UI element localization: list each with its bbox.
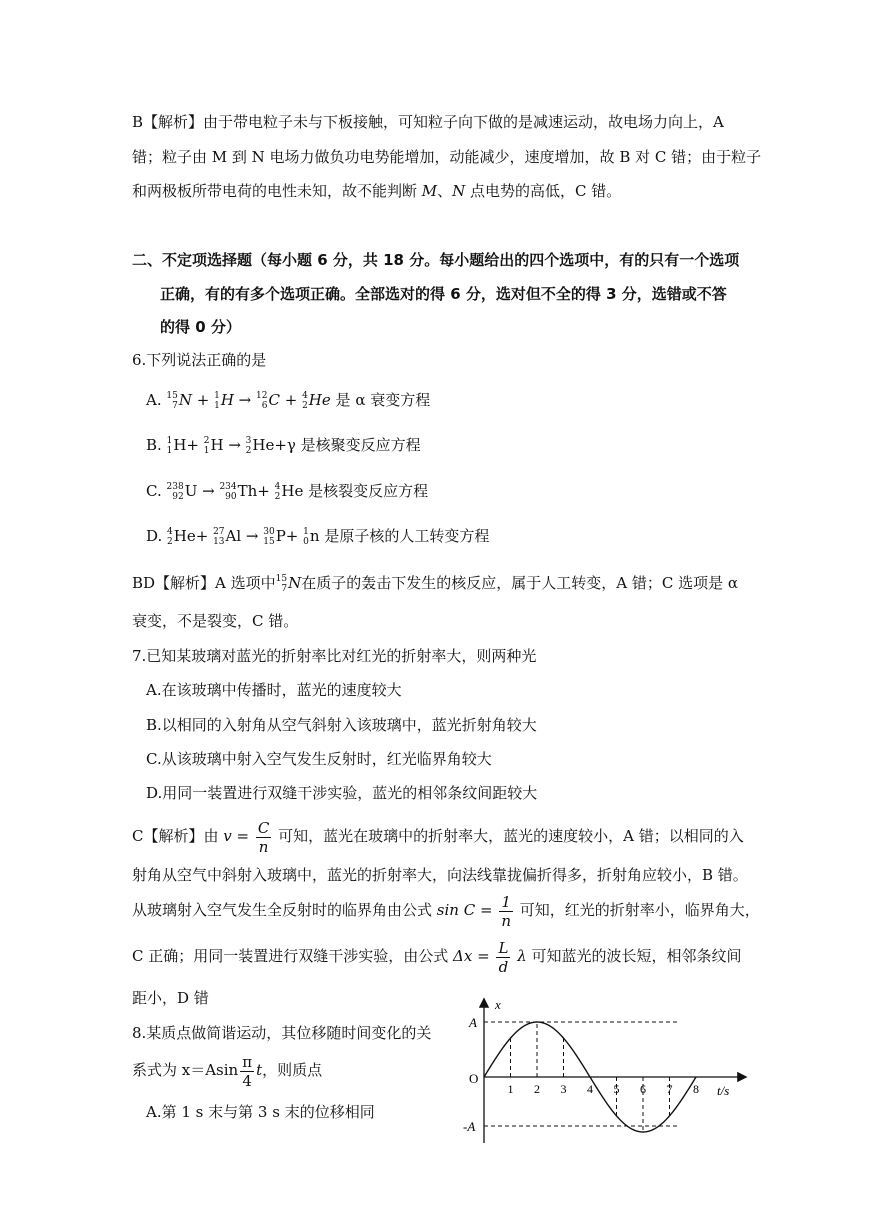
q7-analysis-line-4: C 正确；用同一装置进行双缝干涉实验，由公式 Δx = $\frac{L}{d}$ λ 可知蓝光的波长短，相邻条纹间 <box>132 938 742 976</box>
q8-stem-line-2: 系式为 x＝Asin $\frac{\pi}{4}$ t，则质点 <box>132 1052 323 1090</box>
tick-label-4: 4 <box>587 1082 593 1096</box>
section-2-heading-line-1: 二、不定项选择题（每小题 6 分，共 18 分。每小题给出的四个选项中，有的只有一个选项 <box>132 251 740 269</box>
q8-option-a: A.第 1 s 末与第 3 s 末的位移相同 <box>146 1103 375 1121</box>
q7-stem: 7.已知某玻璃对蓝光的折射率比对红光的折射率大，则两种光 <box>132 647 537 665</box>
amplitude-positive-label: A <box>469 1015 477 1030</box>
q7-analysis-line-2: 射角从空气中斜射入玻璃中，蓝光的折射率大，向法线靠拢偏折得多，折射角应较小，B 错。 <box>132 866 748 884</box>
tick-label-8: 8 <box>693 1082 699 1096</box>
section-2-heading-line-2: 正确，有的有多个选项正确。全部选对的得 6 分，选对但不全的得 3 分，选错或不答 <box>160 285 727 303</box>
fraction-c-over-n: $\frac{C}{n}$ <box>257 818 270 856</box>
q6-option-b: B. 1 1 H+ 2 1 H → 3 2 He+γ 是核聚变反应方程 <box>146 436 421 456</box>
q6-option-d: D. 4 2 He+ 27 13 Al → 30 15 P+ 1 0 n 是原子核的人工转变方程 <box>146 527 490 547</box>
q5-analysis-line-1: B【解析】由于带电粒子未与下板接触，可知粒子向下做的是减速运动，故电场力向上，A <box>132 113 724 131</box>
tick-label-5: 5 <box>613 1082 620 1096</box>
fraction-pi-over-4: $\frac{\pi}{4}$ <box>242 1052 253 1090</box>
q5-analysis-line-2: 错；粒子由 M 到 N 电场力做负功电势能增加，动能减少，速度增加，故 B 对 C 错；由于粒子 <box>132 148 762 166</box>
tick-label-6: 6 <box>640 1082 646 1096</box>
fraction-l-over-d: $\frac{L}{d}$ <box>498 938 509 976</box>
q6-stem: 6.下列说法正确的是 <box>132 351 267 369</box>
q6-option-a: A. 15 7 N + 1 1 H → 12 6 C + 4 2 He 是 α 衰变方程 <box>146 391 431 411</box>
q7-option-b: B.以相同的入射角从空气斜射入该玻璃中，蓝光折射角较大 <box>146 716 537 734</box>
section-2-heading-line-3: 的得 0 分） <box>160 318 241 336</box>
q7-analysis-line-1: C【解析】由 v = $\frac{C}{n}$ 可知，蓝光在玻璃中的折射率大，蓝光的速度较小，A 错；以相同的入 <box>132 818 744 856</box>
q7-analysis-line-5: 距小，D 错 <box>132 989 209 1007</box>
sine-displacement-graph <box>455 995 755 1150</box>
q5-analysis-line-3: 和两极板所带电荷的电性未知，故不能判断 M、N 点电势的高低，C 错。 <box>132 182 622 200</box>
origin-label: O <box>469 1071 479 1086</box>
q8-stem-line-1: 8.某质点做简谐运动，其位移随时间变化的关 <box>132 1024 432 1042</box>
tick-label-7: 7 <box>666 1082 673 1096</box>
tick-label-2: 2 <box>534 1082 540 1096</box>
tick-labels <box>508 1082 700 1096</box>
q7-option-c: C.从该玻璃中射入空气发生反射时，红光临界角较大 <box>146 750 492 768</box>
q6-analysis-line-2: 衰变，不是裂变，C 错。 <box>132 612 299 630</box>
amplitude-negative-label: -A <box>463 1119 476 1134</box>
fraction-1-over-n: $\frac{1}{n}$ <box>501 892 511 930</box>
x-axis-label: t/s <box>717 1083 730 1098</box>
q7-option-a: A.在该玻璃中传播时，蓝光的速度较大 <box>146 681 402 699</box>
q7-option-d: D.用同一装置进行双缝干涉实验，蓝光的相邻条纹间距较大 <box>146 784 538 802</box>
q6-analysis-line-1: BD【解析】A 选项中 15 7 N在质子的轰击下发生的核反应，属于人工转变，A 错；C 选项是 α <box>132 574 738 594</box>
tick-label-1: 1 <box>507 1082 514 1096</box>
q7-analysis-line-3: 从玻璃射入空气发生全反射时的临界角由公式 sin C = $\frac{1}{n}$ 可知，红光的折射率小，临界角大， <box>132 892 760 930</box>
q6-option-c: C. 238 92 U → 234 90 Th+ 4 2 He 是核裂变反应方程 <box>146 482 429 502</box>
y-axis-label: x <box>495 997 501 1012</box>
tick-label-3: 3 <box>560 1082 567 1096</box>
